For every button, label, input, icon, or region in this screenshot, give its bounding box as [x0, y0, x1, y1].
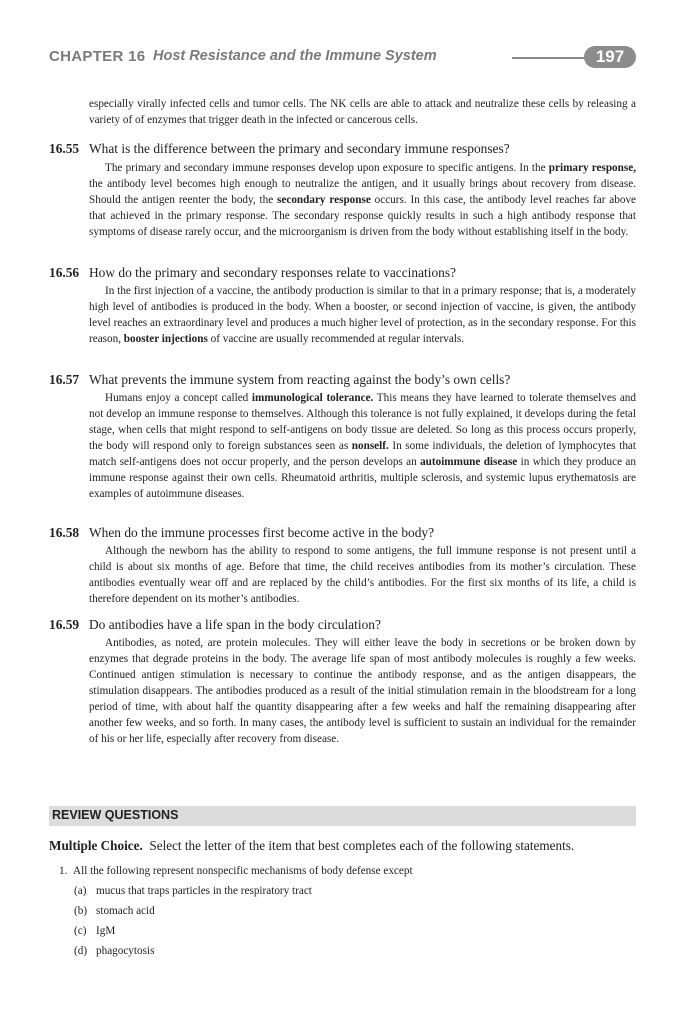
option-text: phagocytosis — [96, 945, 155, 957]
question-16-59 — [49, 617, 639, 633]
answer-run: occurs. In this case, the antibody level reaches far above that achieved in the primary response. The secondary response quickly results in such a high antibody response that symptoms of disease rarely occur, and the microorganism is driven from the body without establishing itself in the body. — [89, 194, 636, 238]
question-number: 16.55 — [49, 141, 80, 156]
mc-label: Multiple Choice. — [49, 838, 143, 853]
answer-run: This means they have learned to tolerate themselves and not develop an immune response to themselves. Although this tolerance is not fully explained, it develops during the fetal stage, when cells that might respond to self-antigens on body tissue are deleted. So long as this process occurs properly, the body will respond only to foreign substances seen as — [89, 392, 636, 452]
term-immunological-tolerance: immunological tolerance. — [251, 392, 374, 404]
answer-text: Although the newborn has the ability to respond to some antigens, the full immune response is not present until a child is about six months of age. Before that time, the child receives antibodies from its mother’s circulation. These antibodies eventually wear off and are replaced by the child’s antibodies. For the first six months of its life, a child is therefore dependent on its mother’s antibodies. — [89, 545, 636, 605]
option-a — [74, 884, 312, 898]
question-number: 16.56 — [49, 265, 80, 280]
question-number: 16.58 — [49, 525, 80, 540]
intro-text: especially virally infected cells and tumor cells. The NK cells are able to attack and neutralize these cells by releasing a variety of of enzymes that trigger death in the infected or cancerous cells. — [89, 98, 636, 126]
option-text: IgM — [96, 925, 116, 937]
review-heading: REVIEW QUESTIONS — [52, 808, 179, 822]
review-questions-bar — [49, 806, 636, 826]
term-secondary-response: secondary response — [277, 194, 371, 206]
answer-run: The primary and secondary immune responses develop upon exposure to specific antigens. In the — [105, 162, 549, 174]
chapter-title: Host Resistance and the Immune System — [153, 48, 437, 64]
option-letter: (b) — [74, 905, 88, 917]
review-question-1 — [59, 864, 413, 878]
answer-run: of vaccine are usually recommended at regular intervals. — [207, 333, 465, 345]
option-text: stomach acid — [96, 905, 155, 917]
option-c — [74, 924, 115, 938]
question-16-56 — [49, 265, 639, 281]
intro-paragraph — [89, 96, 636, 128]
answer-run: Humans enjoy a concept called — [105, 392, 252, 404]
answer-16-59 — [89, 635, 636, 747]
mc-text: Select the letter of the item that best completes each of the following statements. — [149, 838, 575, 853]
answer-16-58 — [89, 543, 636, 607]
option-letter: (d) — [74, 945, 88, 957]
answer-text — [89, 390, 636, 502]
multiple-choice-instructions — [49, 838, 574, 854]
question-stem: All the following represent nonspecific mechanisms of body defense except — [73, 865, 413, 877]
term-booster-injections: booster injections — [123, 333, 208, 345]
answer-run: In the first injection of a vaccine, the antibody production is similar to that in a primary response; that is, a moderately high level of antibodies is produced in the body. When a booster, or second injection of vaccine, is given, the antibody level reaches an extraordinary level and produces a much higher level of protection, as in the secondary response. For this reason, — [89, 285, 636, 345]
question-16-55 — [49, 141, 639, 157]
question-number: 1. — [59, 865, 68, 877]
option-d — [74, 944, 154, 958]
answer-text: Antibodies, as noted, are protein molecules. They will either leave the body in secretions or be broken down by enzymes that degrade proteins in the body. The average life span of most antibody molecules is roughly a few weeks. Continued antigen stimulation is necessary to continue the antibody response, and as the antigen disappears, the stimulation disappears. The antibodies produced as a result of the initial stimulation remain in the bloodstream for a long period of time, with about half the quantity disappearing after a few weeks and half the remaining disappearing after another few weeks, and so forth. In many cases, the antibody level is sufficient to sustain an individual for the remainder of his or her life, especially after recovery from disease. — [89, 637, 636, 745]
answer-text — [89, 160, 636, 240]
header-rule — [512, 57, 592, 59]
question-text: What is the difference between the primary and secondary immune responses? — [89, 141, 510, 156]
page-number: 197 — [584, 46, 636, 68]
term-autoimmune-disease: autoimmune disease — [420, 456, 518, 468]
question-number: 16.59 — [49, 617, 80, 632]
question-16-57 — [49, 372, 639, 388]
term-nonself: nonself. — [351, 440, 389, 452]
question-number: 16.57 — [49, 372, 80, 387]
option-letter: (c) — [74, 925, 87, 937]
question-text: What prevents the immune system from reacting against the body’s own cells? — [89, 372, 511, 387]
running-header — [49, 46, 636, 70]
answer-text — [89, 283, 636, 347]
term-primary-response: primary response, — [548, 162, 636, 174]
answer-run: In some individuals, the deletion of lymphocytes that match self-antigens does not occur properly, and the person develops an — [89, 440, 636, 468]
chapter-number: CHAPTER 16 — [49, 48, 146, 65]
answer-run: the antibody level becomes high enough to neutralize the antigen, and it usually brings about recovery from disease. Should the antigen reenter the body, the — [89, 178, 636, 206]
question-16-58 — [49, 525, 639, 541]
option-b — [74, 904, 155, 918]
answer-16-55 — [89, 160, 636, 240]
option-text: mucus that traps particles in the respiratory tract — [96, 885, 312, 897]
answer-16-56 — [89, 283, 636, 347]
question-text: How do the primary and secondary responses relate to vaccinations? — [89, 265, 457, 280]
question-text: Do antibodies have a life span in the body circulation? — [89, 617, 381, 632]
answer-16-57 — [89, 390, 636, 502]
option-letter: (a) — [74, 885, 87, 897]
question-text: When do the immune processes first become active in the body? — [89, 525, 435, 540]
answer-run: in which they produce an immune response against their own cells. Rheumatoid arthritis, multiple sclerosis, and systemic lupus erythematosis are examples of autoimmune diseases. — [89, 456, 636, 500]
